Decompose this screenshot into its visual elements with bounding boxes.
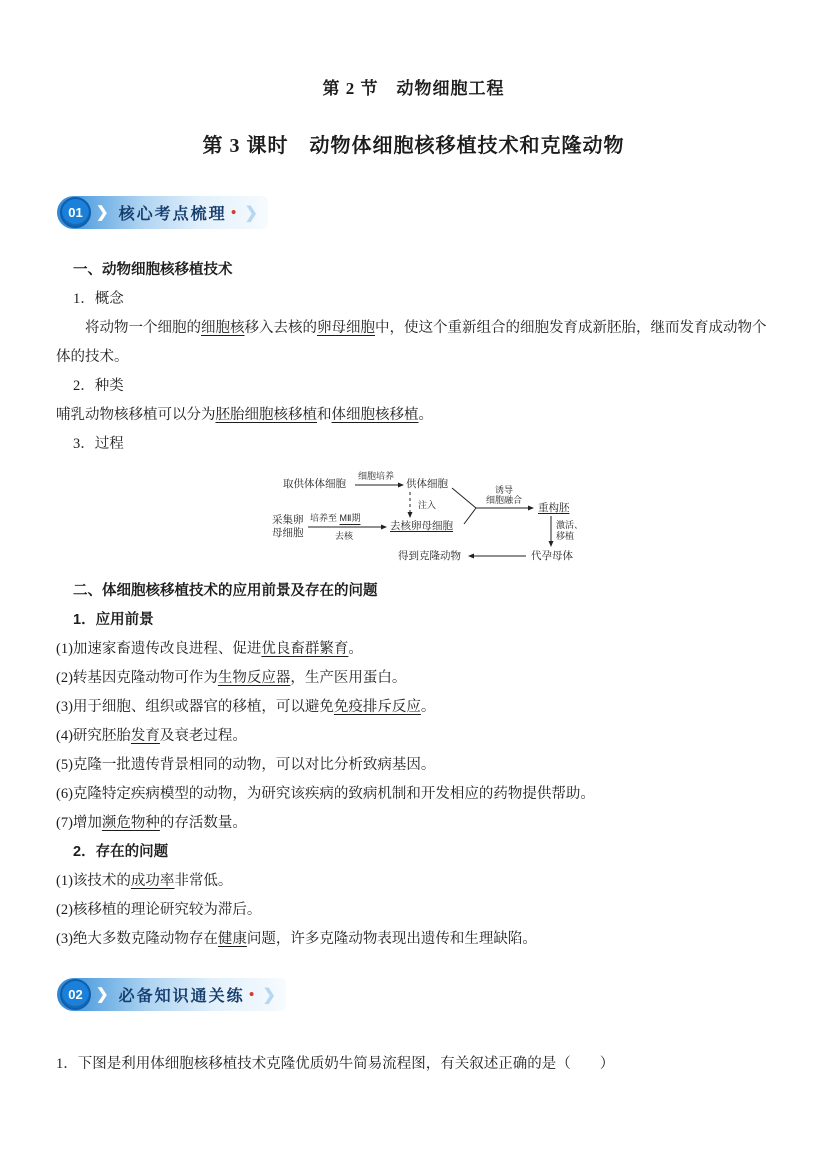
badge-number: 02 — [60, 979, 91, 1010]
label-activate-line1: 激活、 — [556, 520, 584, 530]
label-activate-line2: 移植 — [556, 531, 575, 541]
lesson-title: 第 3 课时 动物体细胞核移植技术和克隆动物 — [202, 135, 625, 157]
label-inject: 注入 — [418, 500, 437, 510]
section-title: 第 2 节 动物细胞工程 — [322, 79, 505, 98]
item-application-5: (5)克隆一批遗传背景相同的动物，可以对比分析致病基因。 — [56, 757, 436, 773]
item-application-1: (1)加速家畜遗传改良进程、促进优良畜群繁育。 — [56, 641, 363, 657]
heading-applications-problems: 二、体细胞核移植技术的应用前景及存在的问题 — [73, 583, 378, 599]
node-egg-source-line2: 母细胞 — [272, 527, 304, 539]
badge-label: 核心考点梳理 — [118, 206, 227, 223]
subheading-concept: 1．概念 — [73, 291, 124, 307]
subheading-process: 3．过程 — [73, 436, 124, 452]
chevron-right-icon: ❯ — [96, 987, 109, 1003]
content-area — [0, 236, 827, 954]
nuclear-transfer-flowchart — [248, 464, 600, 570]
item-application-3: (3)用于细胞、组织或器官的移植，可以避免免疫排斥反应。 — [56, 699, 436, 715]
label-induce-line1: 诱导 — [495, 485, 514, 495]
node-surrogate: 代孕母体 — [531, 550, 573, 562]
item-problem-1: (1)该技术的成功率非常低。 — [56, 873, 233, 889]
heading-nuclear-transfer: 一、动物细胞核移植技术 — [73, 262, 233, 278]
subheading-types: 2．种类 — [73, 378, 124, 394]
badge-row-practice — [57, 978, 827, 1018]
node-cloned-animal: 得到克隆动物 — [398, 550, 461, 562]
subheading-problems: 2．存在的问题 — [73, 844, 169, 860]
node-reconstructed-embryo: 重构胚 — [538, 502, 570, 514]
document-page — [0, 74, 827, 1079]
item-problem-3: (3)绝大多数克隆动物存在健康问题，许多克隆动物表现出遗传和生理缺陷。 — [56, 931, 537, 947]
paragraph-concept: 将动物一个细胞的细胞核移入去核的卵母细胞中，使这个重新组合的细胞发育成新胚胎，继而发育成动物个体的技术。 — [56, 320, 767, 365]
item-problem-2: (2)核移植的理论研究较为滞后。 — [56, 902, 262, 918]
badge-row-core-points — [57, 196, 827, 236]
item-application-2: (2)转基因克隆动物可作为生物反应器，生产医用蛋白。 — [56, 670, 407, 686]
label-denucleate: 去核 — [335, 531, 354, 541]
badge-practice — [57, 978, 286, 1011]
red-dot-icon: • — [248, 985, 255, 1004]
node-donor-cell: 供体细胞 — [406, 478, 448, 490]
badge-core-points — [57, 196, 268, 229]
node-denucleated-egg: 去核卵母细胞 — [390, 520, 453, 532]
badge-number: 01 — [60, 197, 91, 228]
label-cell-culture: 细胞培养 — [358, 471, 395, 481]
subheading-applications: 1．应用前景 — [73, 612, 154, 628]
question-1: 1．下图是利用体细胞核移植技术克隆优质奶牛简易流程图，有关叙述正确的是（ ） — [56, 1056, 615, 1072]
red-dot-icon: • — [230, 203, 237, 222]
chevron-outline-icon: ❯ — [262, 986, 276, 1004]
item-application-4: (4)研究胚胎发育及衰老过程。 — [56, 728, 247, 744]
label-culture-to-mii: 培养至 MⅡ期 — [310, 513, 361, 523]
badge-label: 必备知识通关练 — [118, 988, 245, 1005]
label-induce-line2: 细胞融合 — [486, 495, 523, 505]
item-application-7: (7)增加濒危物种的存活数量。 — [56, 815, 247, 831]
paragraph-types: 哺乳动物核移植可以分为胚胎细胞核移植和体细胞核移植。 — [56, 407, 433, 423]
node-donor-source: 取供体体细胞 — [283, 478, 346, 490]
item-application-6: (6)克隆特定疾病模型的动物，为研究该疾病的致病机制和开发相应的药物提供帮助。 — [56, 786, 595, 802]
chevron-outline-icon: ❯ — [244, 204, 258, 222]
chevron-right-icon: ❯ — [96, 205, 109, 221]
node-egg-source-line1: 采集卵 — [272, 514, 304, 526]
